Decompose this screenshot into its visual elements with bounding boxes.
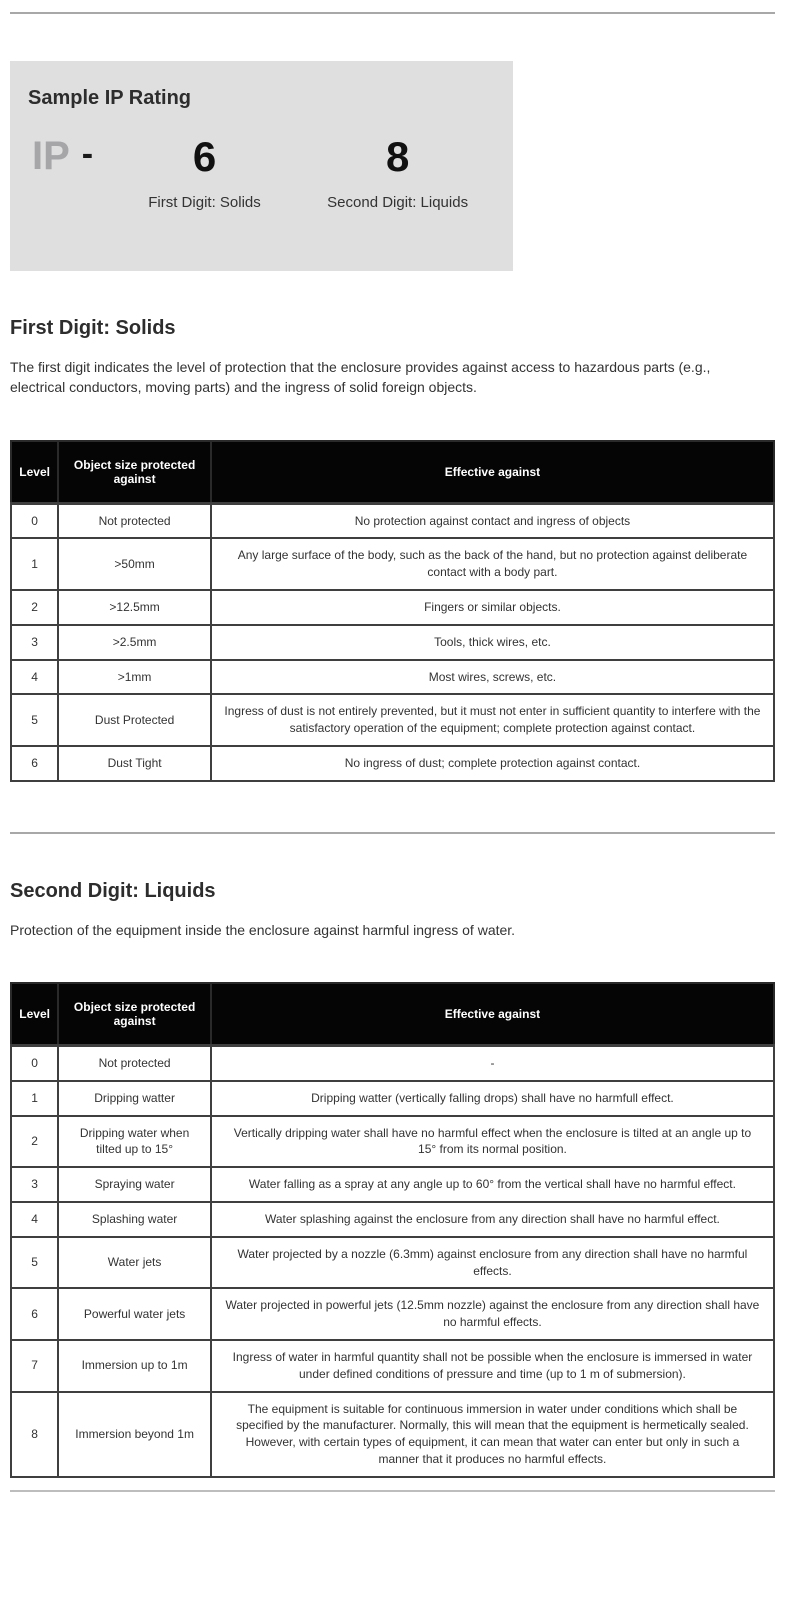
- object-size-cell: Splashing water: [58, 1202, 211, 1237]
- first-digit-group: [111, 133, 299, 211]
- level-cell: 6: [11, 1288, 58, 1340]
- level-cell: 0: [11, 503, 58, 538]
- level-cell: 4: [11, 1202, 58, 1237]
- table-header-row: [11, 441, 774, 504]
- liquids-header-effective: Effective against: [211, 983, 774, 1046]
- effective-cell: Water splashing against the enclosure from any direction shall have no harmful effect.: [211, 1202, 774, 1237]
- effective-cell: Water projected in powerful jets (12.5mm nozzle) against the enclosure from any direction shall have no harmful effects.: [211, 1288, 774, 1340]
- solids-header-effective: Effective against: [211, 441, 774, 504]
- ip-rating-row: [28, 133, 497, 211]
- first-digit-caption: First Digit: Solids: [148, 194, 261, 211]
- liquids-heading: Second Digit: Liquids: [10, 879, 216, 902]
- object-size-cell: Not protected: [58, 1046, 211, 1081]
- level-cell: 6: [11, 746, 58, 781]
- level-cell: 0: [11, 1046, 58, 1081]
- table-row: [11, 625, 774, 660]
- effective-cell: Water projected by a nozzle (6.3mm) against enclosure from any direction shall have no harmful effects.: [211, 1237, 774, 1289]
- object-size-cell: Dripping watter: [58, 1081, 211, 1116]
- level-cell: 5: [11, 1237, 58, 1289]
- solids-heading: First Digit: Solids: [10, 317, 176, 339]
- effective-cell: The equipment is suitable for continuous immersion in water under conditions which shall be specified by the manufacturer. Normally, this will mean that the equipment is hermetically sealed. However, with certain types of equipment, it can mean that water can enter but only in such a manner that it produces no harmful effects.: [211, 1392, 774, 1477]
- level-cell: 8: [11, 1392, 58, 1477]
- table-row: [11, 660, 774, 695]
- top-divider: [10, 12, 775, 14]
- solids-section: [10, 317, 775, 782]
- object-size-cell: >1mm: [58, 660, 211, 695]
- object-size-cell: Immersion up to 1m: [58, 1340, 211, 1392]
- effective-cell: Dripping watter (vertically falling drops) shall have no harmfull effect.: [211, 1081, 774, 1116]
- ip-prefix-label: IP: [32, 134, 70, 178]
- effective-cell: Ingress of dust is not entirely prevented, but it must not enter in sufficient quantity to interfere with the satisfactory operation of the equipment; complete protection against contact.: [211, 694, 774, 746]
- object-size-cell: Not protected: [58, 503, 211, 538]
- table-row: [11, 1046, 774, 1081]
- level-cell: 3: [11, 1167, 58, 1202]
- table-row: [11, 538, 774, 590]
- object-size-cell: Powerful water jets: [58, 1288, 211, 1340]
- table-row: [11, 1202, 774, 1237]
- level-cell: 7: [11, 1340, 58, 1392]
- effective-cell: Most wires, screws, etc.: [211, 660, 774, 695]
- table-row: [11, 1237, 774, 1289]
- liquids-description: Protection of the equipment inside the enclosure against harmful ingress of water.: [10, 921, 516, 938]
- ip-dash: -: [81, 135, 94, 173]
- level-cell: 5: [11, 694, 58, 746]
- table-row: [11, 503, 774, 538]
- ip-prefix-group: [28, 136, 111, 176]
- level-cell: 2: [11, 590, 58, 625]
- level-cell: 1: [11, 538, 58, 590]
- section-divider: [10, 832, 775, 834]
- object-size-cell: >2.5mm: [58, 625, 211, 660]
- effective-cell: Ingress of water in harmful quantity shall not be possible when the enclosure is immersed in water under defined conditions of pressure and time (up to 1 m of submersion).: [211, 1340, 774, 1392]
- page: [0, 12, 786, 1502]
- liquids-header-level: Level: [11, 983, 58, 1046]
- table-row: [11, 1167, 774, 1202]
- level-cell: 2: [11, 1116, 58, 1168]
- object-size-cell: Spraying water: [58, 1167, 211, 1202]
- effective-cell: Tools, thick wires, etc.: [211, 625, 774, 660]
- object-size-cell: Dust Protected: [58, 694, 211, 746]
- table-row: [11, 590, 774, 625]
- table-row: [11, 1116, 774, 1168]
- level-cell: 3: [11, 625, 58, 660]
- object-size-cell: Dust Tight: [58, 746, 211, 781]
- level-cell: 1: [11, 1081, 58, 1116]
- object-size-cell: Dripping water when tilted up to 15°: [58, 1116, 211, 1168]
- effective-cell: Water falling as a spray at any angle up to 60° from the vertical shall have no harmful effect.: [211, 1167, 774, 1202]
- effective-cell: -: [211, 1046, 774, 1081]
- second-digit-value: 8: [385, 133, 410, 180]
- effective-cell: Vertically dripping water shall have no harmful effect when the enclosure is tilted at an angle up to 15° from its normal position.: [211, 1116, 774, 1168]
- table-row: [11, 1340, 774, 1392]
- object-size-cell: >12.5mm: [58, 590, 211, 625]
- table-row: [11, 746, 774, 781]
- effective-cell: No protection against contact and ingress of objects: [211, 503, 774, 538]
- liquids-section: [10, 880, 775, 1478]
- bottom-divider: [10, 1490, 775, 1492]
- effective-cell: Fingers or similar objects.: [211, 590, 774, 625]
- second-digit-group: [298, 133, 497, 211]
- effective-cell: No ingress of dust; complete protection against contact.: [211, 746, 774, 781]
- first-digit-value: 6: [192, 133, 217, 180]
- table-row: [11, 1288, 774, 1340]
- table-row: [11, 1081, 774, 1116]
- table-header-row: [11, 983, 774, 1046]
- liquids-table: [10, 982, 775, 1478]
- level-cell: 4: [11, 660, 58, 695]
- second-digit-caption: Second Digit: Liquids: [327, 194, 469, 211]
- table-row: [11, 1392, 774, 1477]
- liquids-header-object: Object size protected against: [58, 983, 211, 1046]
- solids-header-object: Object size protected against: [58, 441, 211, 504]
- object-size-cell: >50mm: [58, 538, 211, 590]
- solids-description: The first digit indicates the level of protection that the enclosure provides against access to hazardous parts (e.g., electrical conductors, moving parts) and the ingress of solid foreign objects.: [10, 359, 711, 396]
- solids-table: [10, 440, 775, 782]
- effective-cell: Any large surface of the body, such as the back of the hand, but no protection against deliberate contact with a body part.: [211, 538, 774, 590]
- sample-ip-rating-box: [10, 61, 513, 271]
- object-size-cell: Immersion beyond 1m: [58, 1392, 211, 1477]
- object-size-cell: Water jets: [58, 1237, 211, 1289]
- sample-box-title: Sample IP Rating: [28, 87, 192, 109]
- solids-header-level: Level: [11, 441, 58, 504]
- table-row: [11, 694, 774, 746]
